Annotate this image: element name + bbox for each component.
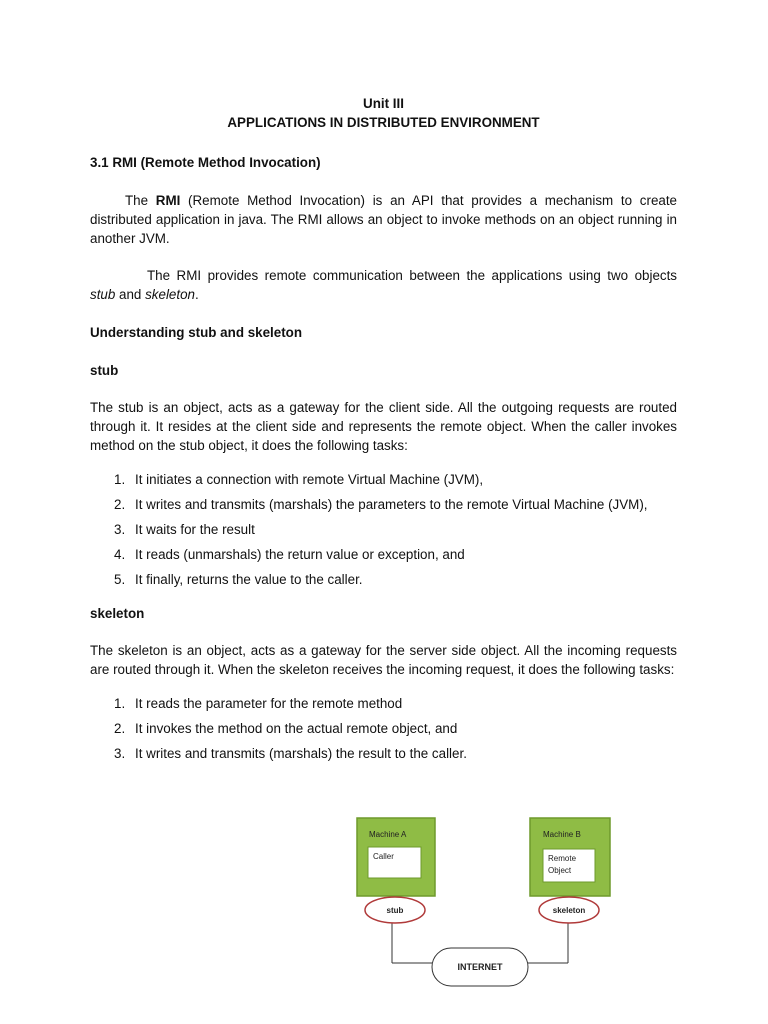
list-text: It reads (unmarshals) the return value or exception, and bbox=[135, 547, 465, 562]
comm-end: . bbox=[194, 287, 199, 302]
list-number: 3. bbox=[114, 522, 126, 537]
chapter-title: APPLICATIONS IN DISTRIBUTED ENVIRONMENT bbox=[227, 115, 540, 130]
document-page bbox=[90, 94, 677, 769]
list-number: 4. bbox=[114, 547, 126, 562]
internet-label: INTERNET bbox=[457, 962, 503, 972]
list-item bbox=[90, 470, 677, 495]
intro-rest: (Remote Method Invocation) is an API that provides a mechanism to create distributed application in java. The RMI allows an object to invoke methods on an object running in another JVM. bbox=[90, 193, 678, 246]
comm-stub: stub bbox=[90, 287, 116, 302]
list-item bbox=[90, 744, 677, 769]
intro-bold: RMI bbox=[155, 193, 181, 208]
stub-paragraph: The stub is an object, acts as a gateway for the client side. All the outgoing requests are routed through it. It resides at the client side and represents the remote object. When the caller invokes method on the stub object, it does the following tasks: bbox=[90, 400, 677, 453]
comm-and: and bbox=[115, 287, 146, 302]
skeleton-task-list bbox=[90, 694, 677, 769]
machine-a-label: Machine A bbox=[369, 830, 407, 839]
communication-paragraph bbox=[90, 266, 677, 304]
comm-prefix: The RMI provides remote communication between the applications using two objects bbox=[147, 268, 677, 283]
list-number: 1. bbox=[114, 696, 126, 711]
comm-skeleton: skeleton bbox=[145, 287, 195, 302]
section-heading: 3.1 RMI (Remote Method Invocation) bbox=[90, 155, 321, 170]
list-number: 3. bbox=[114, 746, 126, 761]
list-text: It waits for the result bbox=[135, 522, 255, 537]
remote-object-label-line1: Remote bbox=[548, 854, 577, 863]
list-number: 5. bbox=[114, 572, 126, 587]
list-number: 2. bbox=[114, 721, 126, 736]
skeleton-paragraph: The skeleton is an object, acts as a gateway for the server side object. All the incoming requests are routed through it. When the skeleton receives the incoming request, it does the following tasks: bbox=[90, 643, 677, 677]
list-item bbox=[90, 719, 677, 744]
stub-oval-label: stub bbox=[386, 906, 404, 915]
list-text: It writes and transmits (marshals) the parameters to the remote Virtual Machine (JVM), bbox=[135, 497, 648, 512]
intro-paragraph bbox=[90, 191, 677, 248]
unit-title: Unit III bbox=[363, 96, 404, 111]
list-text: It initiates a connection with remote Virtual Machine (JVM), bbox=[135, 472, 484, 487]
list-number: 1. bbox=[114, 472, 126, 487]
intro-prefix: The bbox=[125, 193, 156, 208]
understanding-heading: Understanding stub and skeleton bbox=[90, 325, 303, 340]
caller-label: Caller bbox=[373, 852, 394, 861]
list-text: It reads the parameter for the remote method bbox=[135, 696, 403, 711]
rmi-diagram-svg bbox=[352, 815, 622, 995]
list-number: 2. bbox=[114, 497, 126, 512]
list-text: It invokes the method on the actual remote object, and bbox=[135, 721, 458, 736]
stub-heading: stub bbox=[90, 363, 119, 378]
remote-object-label-line2: Object bbox=[548, 866, 572, 875]
machine-b-label: Machine B bbox=[543, 830, 581, 839]
list-item bbox=[90, 520, 677, 545]
list-item bbox=[90, 694, 677, 719]
rmi-diagram bbox=[352, 815, 622, 995]
list-item bbox=[90, 570, 677, 595]
stub-task-list bbox=[90, 470, 677, 595]
list-item bbox=[90, 495, 677, 520]
list-item bbox=[90, 545, 677, 570]
skeleton-heading: skeleton bbox=[90, 606, 145, 621]
list-text: It finally, returns the value to the caller. bbox=[135, 572, 363, 587]
skeleton-oval-label: skeleton bbox=[552, 906, 586, 915]
list-text: It writes and transmits (marshals) the result to the caller. bbox=[135, 746, 467, 761]
